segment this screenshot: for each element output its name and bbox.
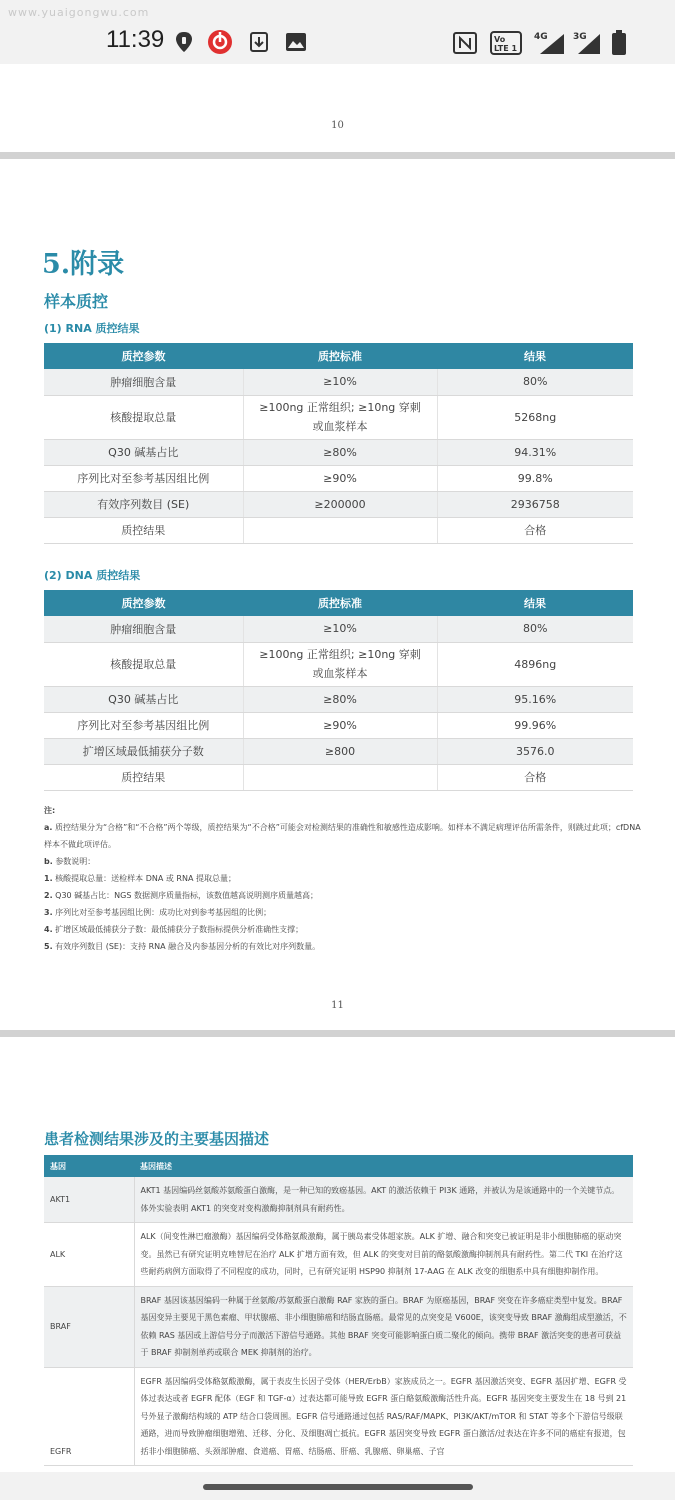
table-cell: 有效序列数目 (SE) (44, 491, 243, 517)
netease-music-icon (207, 29, 233, 55)
table-cell: ≥90% (243, 465, 437, 491)
table-cell: 80% (437, 369, 633, 395)
table-row (44, 465, 633, 491)
note-item-number: 4. (44, 925, 53, 934)
note-item (44, 938, 644, 955)
table-row (44, 1367, 633, 1466)
page-divider (0, 152, 675, 159)
note-b (44, 853, 644, 870)
table-cell: 核酸提取总量 (44, 642, 243, 686)
note-b-prefix: b. (44, 857, 53, 866)
status-time: 11:39 (106, 26, 165, 53)
signal-icon (540, 34, 564, 54)
dna-qc-title: (2) DNA 质控结果 (44, 569, 141, 582)
table-cell (243, 764, 437, 790)
header-param: 质控参数 (44, 590, 243, 616)
note-item (44, 870, 644, 887)
note-item-number: 5. (44, 942, 53, 951)
page-number-11: 11 (331, 1000, 344, 1011)
table-cell: 扩增区域最低捕获分子数 (44, 738, 243, 764)
table-header-row (44, 1155, 633, 1177)
note-a (44, 819, 644, 853)
dna-qc-table (44, 590, 633, 791)
table-row (44, 517, 633, 543)
note-item-text: Q30 碱基占比：NGS 数据测序质量指标，该数值越高说明测序质量越高； (55, 891, 318, 900)
table-cell: ≥100ng 正常组织; ≥10ng 穿刺或血浆样本 (243, 395, 437, 439)
note-item (44, 887, 644, 904)
svg-text:LTE 1: LTE 1 (494, 44, 518, 53)
table-cell: 4896ng (437, 642, 633, 686)
table-row (44, 439, 633, 465)
table-row (44, 616, 633, 642)
table-cell: 99.96% (437, 712, 633, 738)
table-cell: 80% (437, 616, 633, 642)
rna-qc-title: (1) RNA 质控结果 (44, 322, 140, 335)
note-item (44, 921, 644, 938)
note-item-text: 核酸提取总量：送检样本 DNA 或 RNA 提取总量； (55, 874, 236, 883)
table-cell: 3576.0 (437, 738, 633, 764)
volte-icon (490, 31, 522, 55)
table-cell: ≥200000 (243, 491, 437, 517)
table-cell: 94.31% (437, 439, 633, 465)
table-header-row (44, 590, 633, 616)
table-cell: ≥100ng 正常组织; ≥10ng 穿刺或血浆样本 (243, 642, 437, 686)
table-cell: 质控结果 (44, 517, 243, 543)
table-header-row (44, 343, 633, 369)
rna-qc-table (44, 343, 633, 544)
note-item-number: 2. (44, 891, 53, 900)
watermark: www.yuaigongwu.com (8, 6, 150, 19)
table-cell: 5268ng (437, 395, 633, 439)
gene-desc: AKT1 基因编码丝氨酸苏氨酸蛋白激酶，是一种已知的致癌基因。AKT 的激活依赖于 PI3K 通路，并被认为是该通路中的一个关键节点。体外实验表明 AKT1 的突变对变构激酶抑制剂具有耐药性。 (134, 1177, 633, 1223)
note-a-prefix: a. (44, 823, 53, 832)
table-cell: Q30 碱基占比 (44, 686, 243, 712)
table-cell: Q30 碱基占比 (44, 439, 243, 465)
table-cell: 合格 (437, 517, 633, 543)
signal-icon-2 (578, 34, 600, 54)
table-cell: ≥80% (243, 686, 437, 712)
table-cell: ≥80% (243, 439, 437, 465)
gene-name: BRAF (44, 1286, 134, 1367)
notes-label: 注: (44, 806, 56, 815)
image-icon (285, 32, 307, 52)
table-row (44, 369, 633, 395)
table-cell: 肿瘤细胞含量 (44, 616, 243, 642)
status-bar (0, 0, 675, 64)
table-cell: ≥10% (243, 369, 437, 395)
table-cell: ≥10% (243, 616, 437, 642)
gene-name: EGFR (44, 1367, 134, 1466)
table-row (44, 395, 633, 439)
table-cell: 质控结果 (44, 764, 243, 790)
gene-desc: ALK（间变性淋巴瘤激酶）基因编码受体酪氨酸激酶，属于胰岛素受体超家族。ALK 扩增、融合和突变已被证明是非小细胞肺癌的驱动突变。虽然已有研究证明克唑替尼在治疗 ALK 扩增方面有效，但 ALK 的突变对目前的酪氨酸激酶抑制剂具有耐药性。第二代 TKI 在治疗这些耐药病例方面取得了不同程度的成功，同时，已有研究证明 HSP90 抑制剂 17-AAG 在 ALK 改变的细胞系中具有细胞抑制作用。 (134, 1223, 633, 1287)
table-cell: 99.8% (437, 465, 633, 491)
page-number-10: 10 (331, 120, 344, 131)
nfc-icon (453, 32, 477, 54)
note-item-number: 1. (44, 874, 53, 883)
table-row (44, 642, 633, 686)
table-row (44, 764, 633, 790)
table-row (44, 1223, 633, 1287)
gene-desc: EGFR 基因编码受体酪氨酸激酶，属于表皮生长因子受体（HER/ErbB）家族成员之一。EGFR 基因激活突变、EGFR 基因扩增、EGFR 受体过表达或者 EGFR 配体（EGF 和 TGF-α）过表达都可能导致 EGFR 蛋白酪氨酸激酶活性升高。EGFR 基因突变主要发生在 18 号到 21 号外显子激酶结构域的 ATP 结合口袋周围。EGFR 信号通路通过包括 RAS/RAF/MAPK、PI3K/AKT/mTOR 和 STAT 等多个下游信号级联通路，进而导致肿瘤细胞增殖、迁移、分化、及细胞凋亡抵抗。EGFR 基因突变导致 EGFR 蛋白激活/过表达在许多不同的癌症有报道，包括非小细胞肺癌、头颈部肿瘤、食道癌、胃癌、结肠癌、肝癌、乳腺癌、卵巢癌、子宫 (134, 1367, 633, 1466)
gene-description-table (44, 1155, 633, 1466)
header-param: 质控参数 (44, 343, 243, 369)
table-row (44, 738, 633, 764)
header-result: 结果 (437, 343, 633, 369)
gene-name: ALK (44, 1223, 134, 1287)
header-result: 结果 (437, 590, 633, 616)
download-icon (250, 32, 268, 52)
table-cell: ≥90% (243, 712, 437, 738)
section-title: 5.附录 (42, 249, 125, 280)
table-row (44, 491, 633, 517)
network-4g-label: 4G (534, 32, 548, 42)
navigation-bar (0, 1472, 675, 1500)
gene-description-title: 患者检测结果涉及的主要基因描述 (44, 1130, 270, 1148)
table-cell: 肿瘤细胞含量 (44, 369, 243, 395)
location-pin-icon (174, 31, 194, 53)
table-cell: 2936758 (437, 491, 633, 517)
gene-name: AKT1 (44, 1177, 134, 1223)
table-cell: 序列比对至参考基因组比例 (44, 465, 243, 491)
network-3g-label: 3G (573, 32, 587, 42)
header-standard: 质控标准 (243, 590, 437, 616)
note-item-text: 扩增区域最低捕获分子数：最低捕获分子数指标提供分析准确性支撑； (55, 925, 304, 934)
header-gene: 基因 (44, 1155, 134, 1177)
battery-icon (611, 30, 627, 56)
header-description: 基因描述 (134, 1155, 633, 1177)
note-item-text: 有效序列数目 (SE)：支持 RNA 融合及内参基因分析的有效比对序列数量。 (55, 942, 321, 951)
note-item-text: 序列比对至参考基因组比例：成功比对到参考基因组的比例； (55, 908, 272, 917)
table-row (44, 1286, 633, 1367)
table-row (44, 712, 633, 738)
table-cell: 合格 (437, 764, 633, 790)
note-a-text: 质控结果分为“合格”和“不合格”两个等级，质控结果为“不合格”可能会对检测结果的准确性和敏感性造成影响。如样本不满足病理评估所需条件，则跳过此项；cfDNA 样本不做此项评估。 (44, 823, 641, 849)
home-gesture-handle[interactable] (203, 1484, 473, 1490)
gene-desc: BRAF 基因该基因编码一种属于丝氨酸/苏氨酸蛋白激酶 RAF 家族的蛋白。BRAF 为原癌基因，BRAF 突变在许多癌症类型中复发。BRAF 基因变异主要见于黑色素瘤、甲状腺癌、非小细胞肺癌和结肠直肠癌。最常见的点突变是 V600E，该突变导致 BRAF 激酶组成型激活，不依赖 RAS 基因或上游信号分子而激活下游信号通路。其他 BRAF 突变可能影响蛋白质二聚化的倾向。携带 BRAF 激活突变的患者可获益于 BRAF 抑制剂单药或联合 MEK 抑制剂的治疗。 (134, 1286, 633, 1367)
note-item (44, 904, 644, 921)
table-row (44, 686, 633, 712)
subsection-title: 样本质控 (44, 292, 109, 311)
table-cell: 核酸提取总量 (44, 395, 243, 439)
note-item-number: 3. (44, 908, 53, 917)
table-row (44, 1177, 633, 1223)
header-standard: 质控标准 (243, 343, 437, 369)
table-cell: ≥800 (243, 738, 437, 764)
table-cell (243, 517, 437, 543)
svg-text:Vo: Vo (494, 35, 506, 44)
note-b-text: 参数说明： (55, 857, 96, 866)
table-cell: 序列比对至参考基因组比例 (44, 712, 243, 738)
qc-notes (44, 802, 644, 955)
page-divider (0, 1030, 675, 1037)
table-cell: 95.16% (437, 686, 633, 712)
